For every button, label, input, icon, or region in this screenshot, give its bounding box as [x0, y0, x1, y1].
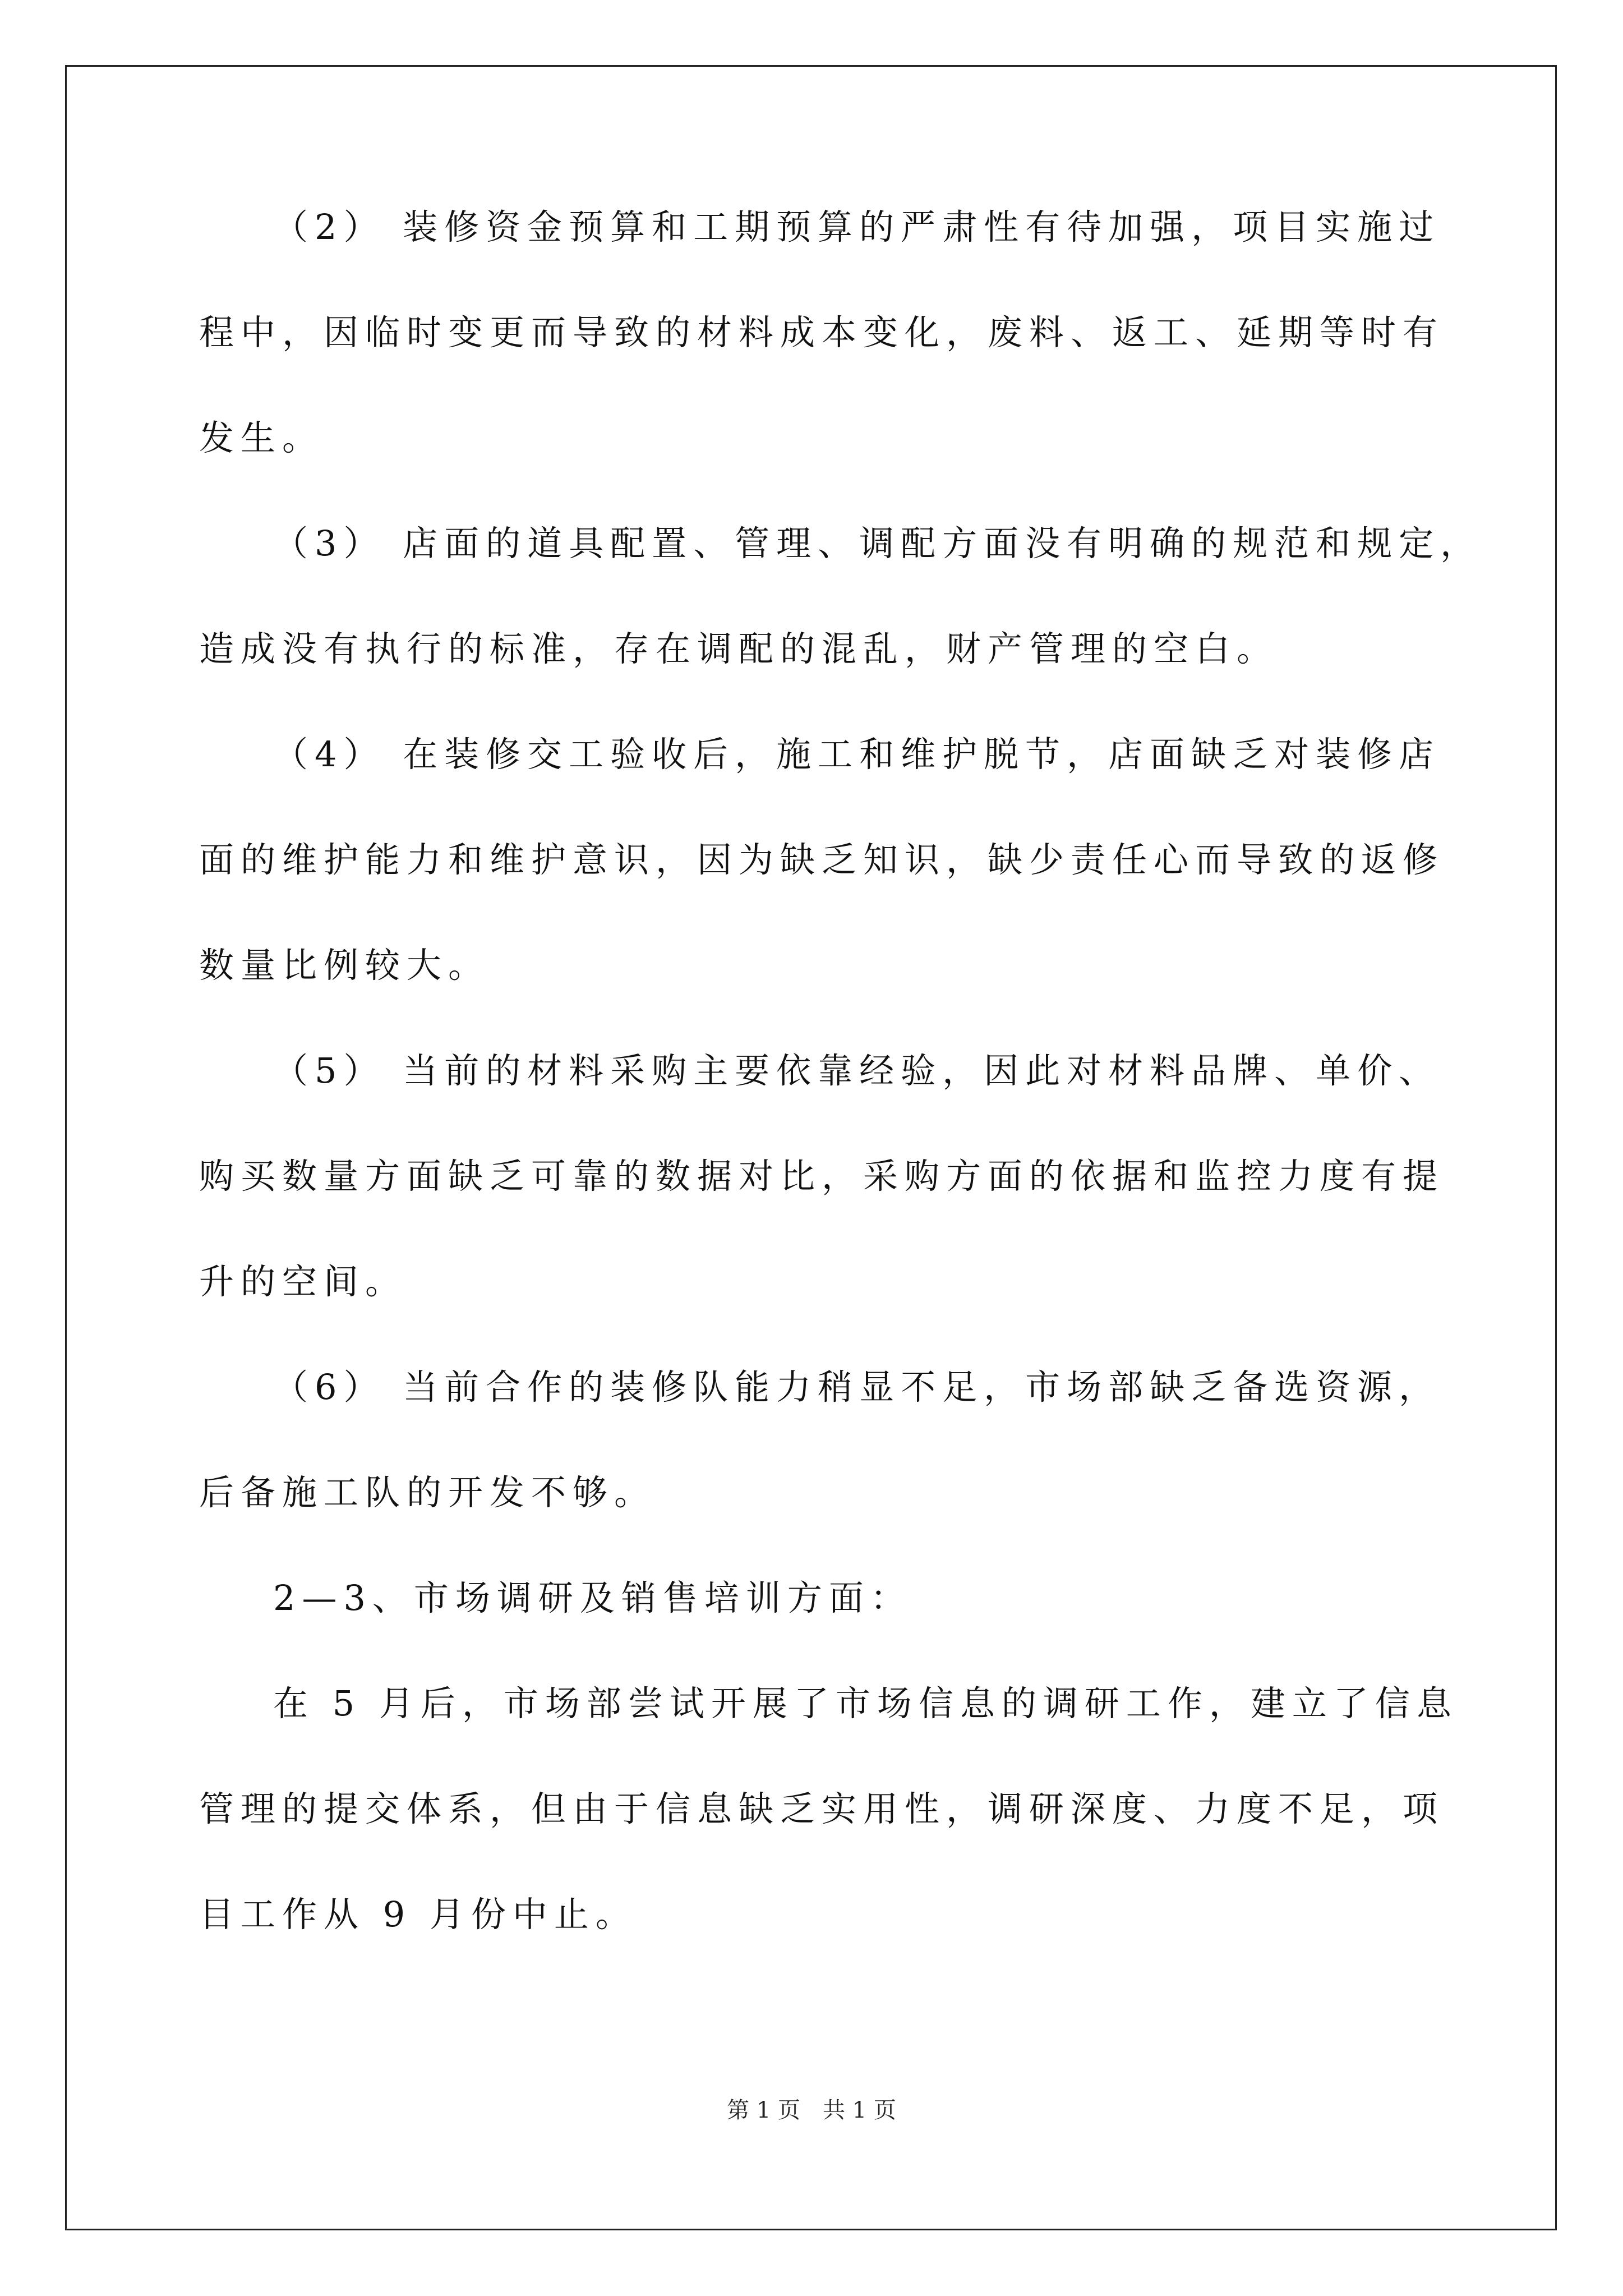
- final-paragraph-line-3: 目工作从 9 月份中止。: [199, 1894, 637, 1935]
- paragraph-4-line-3: 数量比例较大。: [199, 945, 490, 986]
- paragraph-2-line-2: 程中，因临时变更而导致的材料成本变化，废料、返工、延期等时有: [199, 312, 1445, 353]
- final-paragraph-line-2: 管理的提交体系，但由于信息缺乏实用性，调研深度、力度不足，项: [199, 1788, 1445, 1829]
- paragraph-4-line-1: （4） 在装修交工验收后，施工和维护脱节，店面缺乏对装修店: [273, 734, 1441, 775]
- paragraph-3-line-1: （3） 店面的道具配置、管理、调配方面没有明确的规范和规定，: [273, 523, 1482, 564]
- paragraph-5-line-3: 升的空间。: [199, 1261, 407, 1302]
- paragraph-3-line-2: 造成没有执行的标准，存在调配的混乱，财产管理的空白。: [199, 628, 1279, 669]
- paragraph-4-line-2: 面的维护能力和维护意识，因为缺乏知识，缺少责任心而导致的返修: [199, 839, 1445, 880]
- section-heading: 2—3、市场调研及销售培训方面：: [273, 1577, 912, 1618]
- final-paragraph-line-1: 在 5 月后，市场部尝试开展了市场信息的调研工作，建立了信息: [273, 1683, 1458, 1724]
- paragraph-6-line-1: （6） 当前合作的装修队能力稍显不足，市场部缺乏备选资源，: [273, 1366, 1441, 1407]
- paragraph-5-line-2: 购买数量方面缺乏可靠的数据对比，采购方面的依据和监控力度有提: [199, 1156, 1445, 1197]
- paragraph-2-line-3: 发生。: [199, 417, 324, 458]
- page-footer: 第 1 页 共 1 页: [727, 2097, 896, 2123]
- paragraph-2-line-1: （2） 装修资金预算和工期预算的严肃性有待加强，项目实施过: [273, 206, 1441, 247]
- paragraph-6-line-2: 后备施工队的开发不够。: [199, 1472, 656, 1513]
- paragraph-5-line-1: （5） 当前的材料采购主要依靠经验，因此对材料品牌、单价、: [273, 1050, 1441, 1091]
